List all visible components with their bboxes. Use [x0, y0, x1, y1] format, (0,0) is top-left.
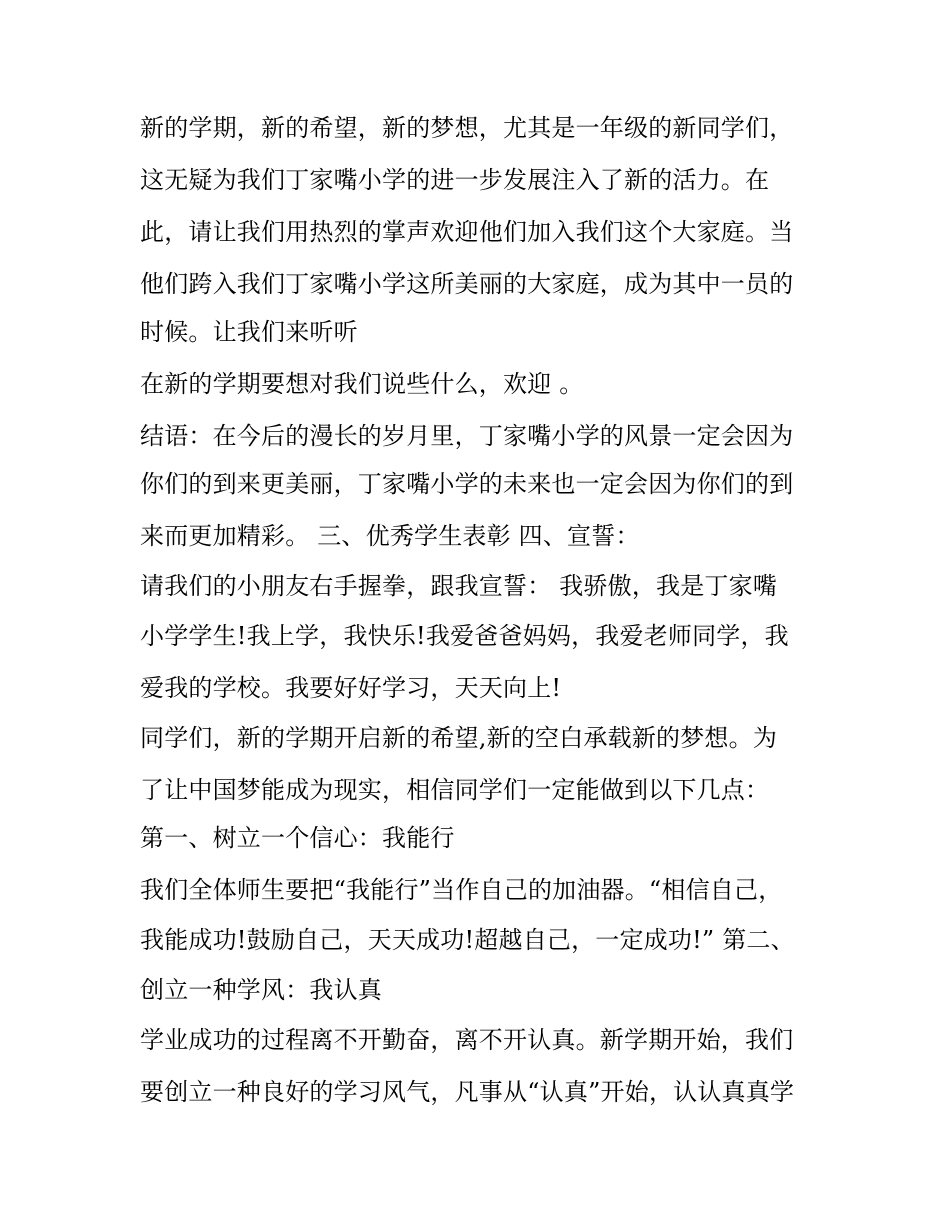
- text-line: 我能成功!鼓励自己，天天成功!超越自己，一定成功!” 第二、: [140, 926, 795, 954]
- text-line: 要创立一种良好的学习风气，凡事从“认真”开始，认认真真学: [140, 1078, 795, 1106]
- text-line: 了让中国梦能成为现实，相信同学们一定能做到以下几点：: [140, 776, 770, 804]
- text-line: 学业成功的过程离不开勤奋，离不开认真。新学期开始，我们: [140, 1026, 794, 1054]
- text-line: 在新的学期要想对我们说些什么，欢迎 。: [140, 370, 584, 398]
- text-line: 这无疑为我们丁家嘴小学的进一步发展注入了新的活力。在: [140, 166, 770, 194]
- text-line: 第一、树立一个信心：我能行: [140, 824, 455, 852]
- text-line: 新的学期，新的希望，新的梦想，尤其是一年级的新同学们，: [140, 114, 794, 142]
- text-line: 他们跨入我们丁家嘴小学这所美丽的大家庭，成为其中一员的: [140, 270, 794, 298]
- text-line: 来而更加精彩。 三、优秀学生表彰 四、宣誓：: [140, 522, 640, 550]
- text-line: 创立一种学风：我认真: [140, 976, 382, 1004]
- text-line: 小学学生!我上学，我快乐!我爱爸爸妈妈，我爱老师同学，我: [140, 622, 789, 650]
- text-line: 此，请让我们用热烈的掌声欢迎他们加入我们这个大家庭。当: [140, 218, 794, 246]
- text-line: 时候。让我们来听听: [140, 318, 358, 346]
- text-line: 你们的到来更美丽，丁家嘴小学的未来也一定会因为你们的到: [140, 470, 794, 498]
- text-line: 结语：在今后的漫长的岁月里，丁家嘴小学的风景一定会因为: [140, 422, 794, 450]
- text-line: 我们全体师生要把“我能行”当作自己的加油器。“相信自己，: [140, 876, 783, 904]
- text-line: 请我们的小朋友右手握拳，跟我宣誓： 我骄傲，我是丁家嘴: [140, 572, 778, 600]
- text-line: 同学们，新的学期开启新的希望,新的空白承载新的梦想。为: [140, 724, 778, 752]
- text-line: 爱我的学校。我要好好学习，天天向上!: [140, 674, 562, 702]
